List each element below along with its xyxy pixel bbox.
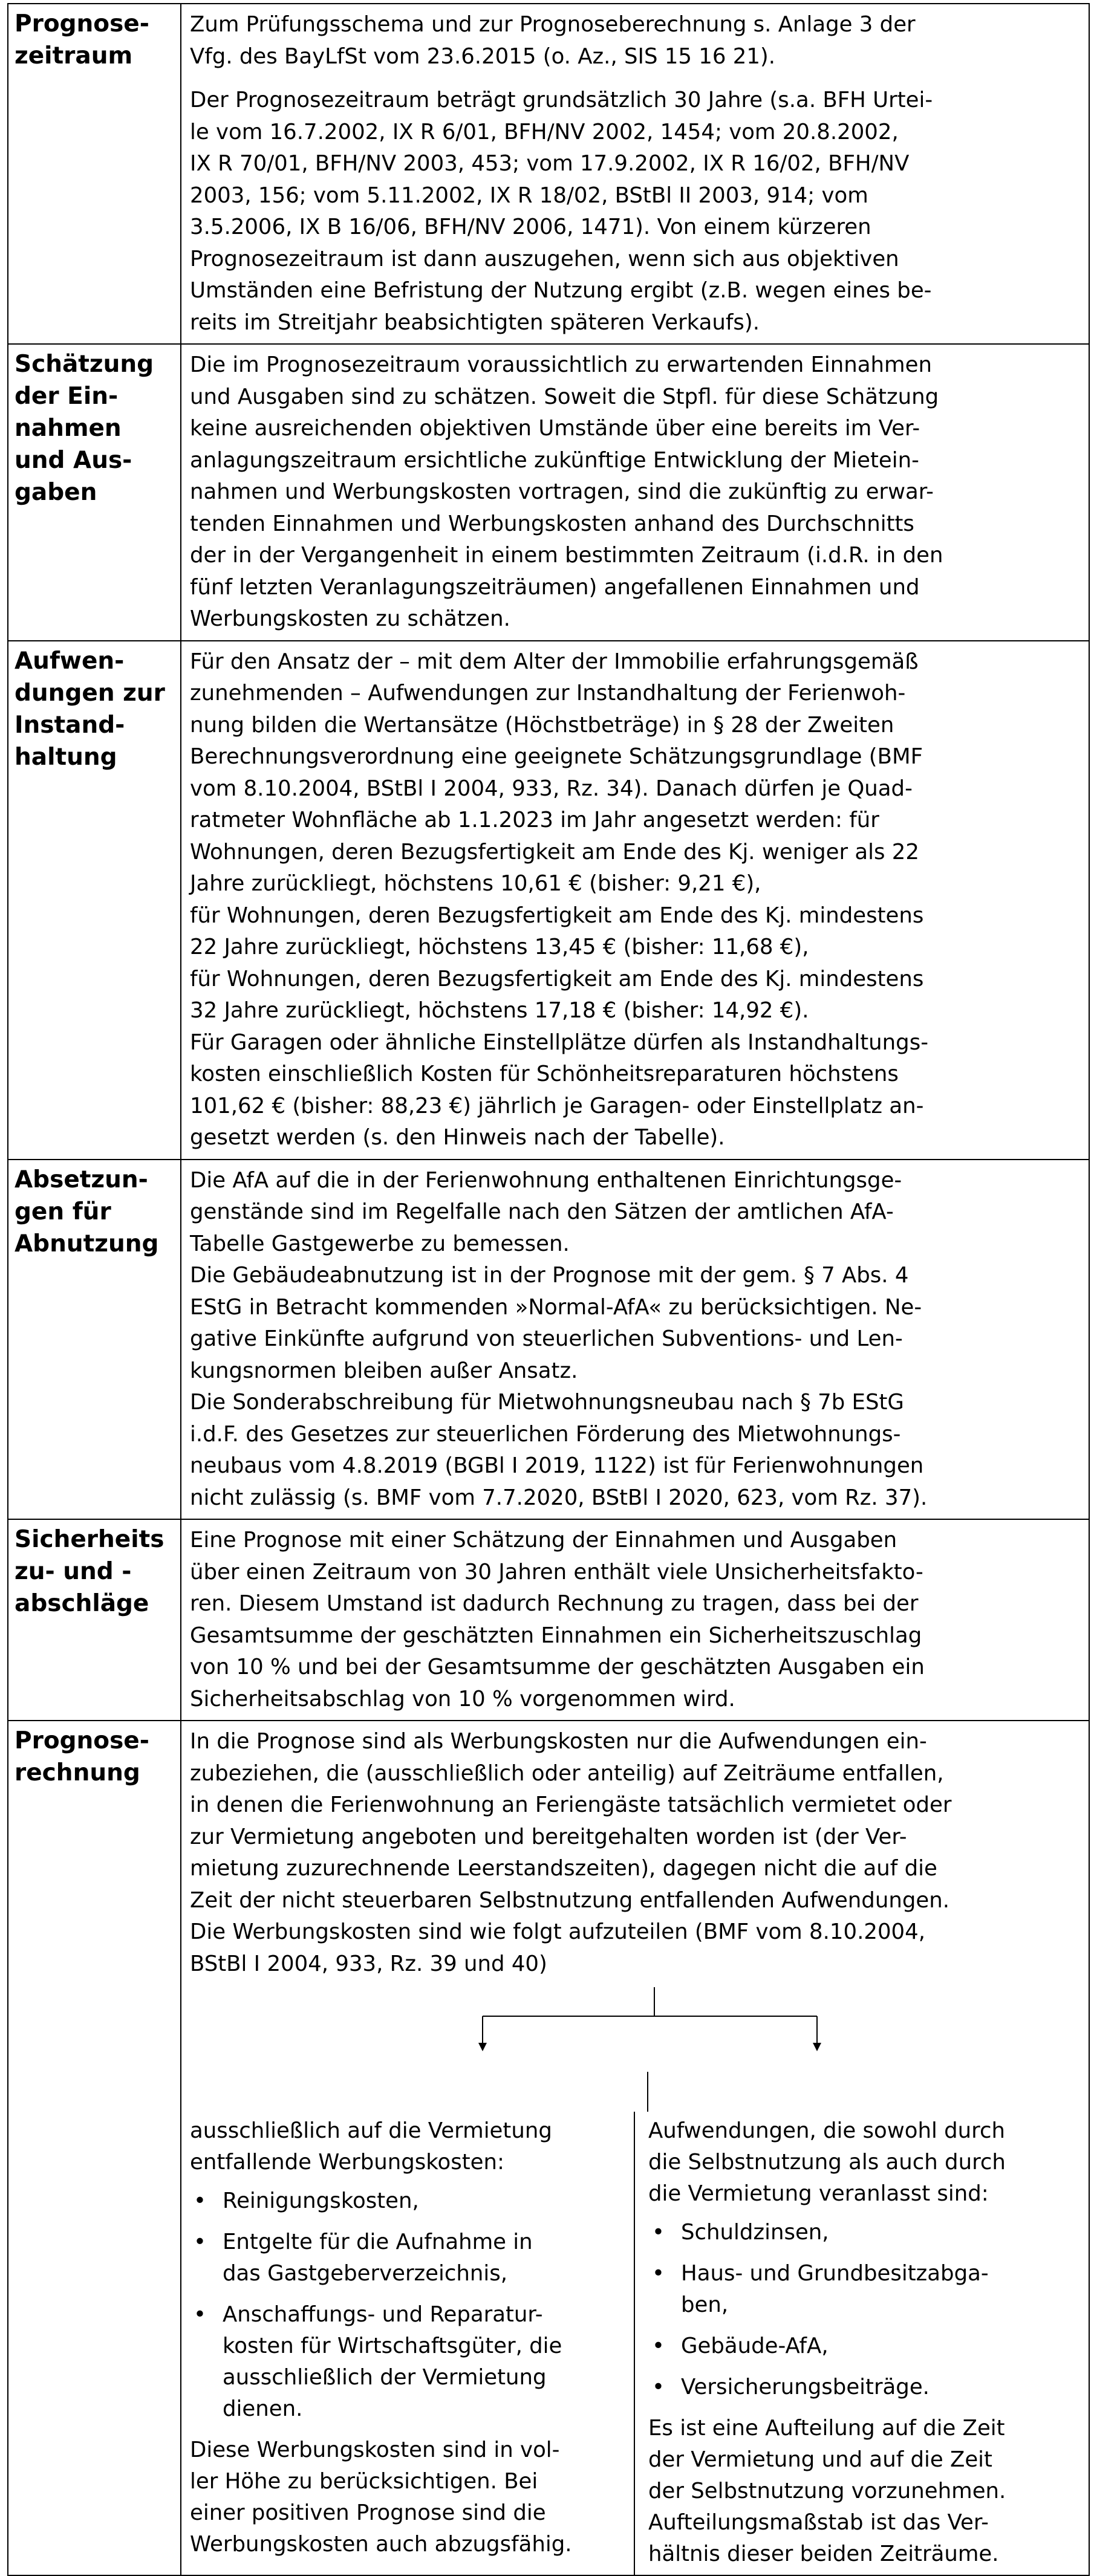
- text-line: gative Einkünfte aufgrund von steuerlichen Subventions- und Len-: [190, 1326, 903, 1351]
- row-paragraph: [190, 1165, 1080, 1514]
- text-line: Prognosezeitraum ist dann auszugehen, wenn sich aus objektiven: [190, 246, 899, 271]
- text-line: nicht zulässig (s. BMF vom 7.7.2020, BStBl I 2020, 623, vom Rz. 37).: [190, 1485, 928, 1510]
- table-row: [8, 344, 1089, 641]
- text-line: für Wohnungen, deren Bezugsfertigkeit am Ende des Kj. mindestens: [190, 966, 924, 991]
- text-line: Diese Werbungskosten sind in vol-: [190, 2438, 560, 2462]
- text-line: Der Prognosezeitraum beträgt grundsätzlich 30 Jahre (s.a. BFH Urtei-: [190, 88, 933, 112]
- text-line: Eine Prognose mit einer Schätzung der Einnahmen und Ausgaben: [190, 1528, 897, 1552]
- row-label: [8, 4, 180, 77]
- row-label-line: zu- und -: [15, 1558, 132, 1585]
- text-line: der Selbstnutzung vorzunehmen.: [648, 2479, 1006, 2503]
- text-line: fünf letzten Veranlagungszeiträumen) angefallenen Einnahmen und: [190, 574, 920, 600]
- arrow-down-right-icon: [813, 2043, 821, 2051]
- text-line: ler Höhe zu berücksichtigen. Bei: [190, 2469, 538, 2494]
- text-line: dienen.: [223, 2396, 303, 2421]
- text-line: Aufwendungen, die sowohl durch: [648, 2118, 1006, 2143]
- text-line: für Wohnungen, deren Bezugsfertigkeit am Ende des Kj. mindestens: [190, 903, 924, 928]
- text-line: ben,: [681, 2292, 729, 2317]
- left-column-closing: [190, 2435, 622, 2560]
- row-label-line: rechnung: [15, 1759, 140, 1786]
- text-line: kosten einschließlich Kosten für Schönheitsreparaturen höchstens: [190, 1062, 899, 1086]
- row-label: [8, 1721, 180, 1794]
- row-label: [8, 345, 180, 513]
- row-label-line: Prognose-: [15, 10, 149, 37]
- text-line: in denen die Ferienwohnung an Feriengäste tatsächlich vermietet oder: [190, 1792, 952, 1817]
- text-line: gesetzt werden (s. den Hinweis nach der Tabelle).: [190, 1125, 725, 1150]
- text-line: • Entgelte für die Aufnahme in: [223, 2230, 533, 2254]
- arrow-down-left-icon: [478, 2043, 487, 2051]
- text-line: ratmeter Wohnfläche ab 1.1.2023 im Jahr angesetzt werden: für: [190, 808, 879, 832]
- text-line: • Gebäude-AfA,: [681, 2334, 829, 2358]
- split-columns: [181, 2112, 1089, 2575]
- text-line: Die im Prognosezeitraum voraussichtlich zu erwartenden Einnahmen: [190, 352, 932, 377]
- table-row: [8, 1721, 1089, 2575]
- text-line: • Schuldzinsen,: [681, 2220, 829, 2245]
- list-item: [190, 2185, 622, 2217]
- row-label-line: zeitraum: [15, 42, 133, 70]
- text-line: Für Garagen oder ähnliche Einstellplätze dürfen als Instandhaltungs-: [190, 1030, 929, 1055]
- text-line: die Vermietung veranlasst sind:: [648, 2181, 989, 2206]
- text-line: Umständen eine Befristung der Nutzung ergibt (z.B. wegen eines be-: [190, 278, 932, 303]
- text-line: ren. Diesem Umstand ist dadurch Rechnung zu tragen, dass bei der: [190, 1591, 919, 1616]
- text-line: hältnis dieser beiden Zeiträume.: [648, 2542, 999, 2566]
- text-line: neubaus vom 4.8.2019 (BGBl I 2019, 1122) ist für Ferienwohnungen: [190, 1453, 924, 1478]
- row-paragraph: [190, 349, 1080, 635]
- right-column-heading: [648, 2115, 1080, 2210]
- row-label: [8, 1520, 180, 1624]
- text-line: Die Werbungskosten sind wie folgt aufzuteilen (BMF vom 8.10.2004,: [190, 1919, 925, 1944]
- left-column-heading: [190, 2115, 622, 2178]
- text-line: die Selbstnutzung als auch durch: [648, 2150, 1006, 2175]
- row-label-cell: [8, 641, 181, 1160]
- text-line: • Haus- und Grundbesitzabga-: [681, 2261, 989, 2286]
- text-line: Es ist eine Aufteilung auf die Zeit: [648, 2416, 1005, 2441]
- text-line: IX R 70/01, BFH/NV 2003, 453; vom 17.9.2002, IX R 16/02, BFH/NV: [190, 151, 910, 176]
- list-item: [648, 2372, 1080, 2403]
- right-bullet-list: [648, 2217, 1080, 2403]
- text-line: Aufteilungsmaßstab ist das Ver-: [648, 2510, 989, 2535]
- arrow-graphic: [181, 1987, 1089, 2112]
- row-label-line: gaben: [15, 479, 97, 506]
- intro-paragraph: [181, 1721, 1089, 1985]
- text-line: Zeit der nicht steuerbaren Selbstnutzung entfallenden Aufwendungen.: [190, 1887, 950, 1913]
- row-paragraph: [190, 1525, 1080, 1715]
- text-line: kungsnormen bleiben außer Ansatz.: [190, 1358, 578, 1383]
- row-paragraph: [190, 9, 1080, 73]
- row-label-line: Abnutzung: [15, 1230, 159, 1257]
- text-line: vom 8.10.2004, BStBl I 2004, 933, Rz. 34). Danach dürfen je Quad-: [190, 776, 913, 801]
- text-line: keine ausreichenden objektiven Umstände über eine bereits im Ver-: [190, 416, 920, 441]
- row-label-cell: [8, 1160, 181, 1520]
- list-item: [648, 2217, 1080, 2248]
- row-label-cell: [8, 4, 181, 344]
- row-label-line: dungen zur: [15, 679, 165, 707]
- text-line: ausschließlich der Vermietung: [223, 2365, 547, 2390]
- row-label-line: und Aus-: [15, 447, 132, 474]
- text-line: i.d.F. des Gesetzes zur steuerlichen Förderung des Mietwohnungs-: [190, 1421, 901, 1447]
- text-line: genstände sind im Regelfalle nach den Sätzen der amtlichen AfA-: [190, 1199, 894, 1224]
- text-line: Vfg. des BayLfSt vom 23.6.2015 (o. Az., SIS 15 16 21).: [190, 44, 776, 69]
- text-line: ausschließlich auf die Vermietung: [190, 2118, 552, 2143]
- text-line: Sicherheitsabschlag von 10 % vorgenommen wird.: [190, 1686, 735, 1711]
- split-arrow-diagram: [181, 1987, 1089, 2112]
- text-line: Jahre zurückliegt, höchstens 10,61 € (bisher: 9,21 €),: [190, 871, 761, 896]
- row-content-cell: [181, 1160, 1089, 1520]
- text-line: über einen Zeitraum von 30 Jahren enthält viele Unsicherheitsfakto-: [190, 1559, 923, 1585]
- row-content-cell: [181, 344, 1089, 641]
- row-label-line: haltung: [15, 743, 117, 771]
- row-label-cell: [8, 1721, 181, 2575]
- text-line: BStBl I 2004, 933, Rz. 39 und 40): [190, 1951, 547, 1976]
- row-paragraph: [190, 85, 1080, 339]
- table-row: [8, 1160, 1089, 1520]
- row-label-line: abschläge: [15, 1590, 149, 1617]
- list-item: [648, 2331, 1080, 2362]
- table-row: [8, 641, 1089, 1160]
- text-line: 2003, 156; vom 5.11.2002, IX R 18/02, BStBl II 2003, 914; vom: [190, 183, 868, 208]
- text-line: kosten für Wirtschaftsgüter, die: [223, 2334, 562, 2358]
- row-label-cell: [8, 1519, 181, 1721]
- text-line: Tabelle Gastgewerbe zu bemessen.: [190, 1231, 570, 1256]
- text-line: 22 Jahre zurückliegt, höchstens 13,45 € (bisher: 11,68 €),: [190, 935, 809, 959]
- list-item: [190, 2299, 622, 2425]
- row-label-line: gen für: [15, 1198, 111, 1225]
- text-line: mietung zuzurechnende Leerstandszeiten), dagegen nicht die auf die: [190, 1856, 937, 1881]
- row-label-line: Schätzung: [15, 351, 154, 378]
- text-line: zunehmenden – Aufwendungen zur Instandhaltung der Ferienwoh-: [190, 681, 906, 706]
- text-line: Die Gebäudeabnutzung ist in der Prognose mit der gem. § 7 Abs. 4: [190, 1263, 909, 1288]
- text-line: von 10 % und bei der Gesamtsumme der geschätzten Ausgaben ein: [190, 1655, 925, 1679]
- text-line: Gesamtsumme der geschätzten Einnahmen ein Sicherheitszuschlag: [190, 1623, 922, 1648]
- text-line: 32 Jahre zurückliegt, höchstens 17,18 € (bisher: 14,92 €).: [190, 998, 809, 1023]
- row-label: [8, 1160, 180, 1265]
- text-line: der in der Vergangenheit in einem bestimmten Zeitraum (i.d.R. in den: [190, 543, 943, 568]
- text-line: Zum Prüfungsschema und zur Prognoseberechnung s. Anlage 3 der: [190, 12, 916, 37]
- text-line: 3.5.2006, IX B 16/06, BFH/NV 2006, 1471). Von einem kürzeren: [190, 215, 871, 239]
- text-line: zur Vermietung angeboten und bereitgehalten worden ist (der Ver-: [190, 1824, 907, 1849]
- text-line: Wohnungen, deren Bezugsfertigkeit am Ende des Kj. weniger als 22: [190, 839, 919, 865]
- text-line: Für den Ansatz der – mit dem Alter der Immobilie erfahrungsgemäß: [190, 649, 919, 674]
- text-line: In die Prognose sind als Werbungskosten nur die Aufwendungen ein-: [190, 1729, 927, 1754]
- row-label-cell: [8, 344, 181, 641]
- row-label-line: Instand-: [15, 711, 125, 739]
- row-paragraph: [190, 646, 1080, 1154]
- row-content-cell: [181, 4, 1089, 344]
- row-label-line: Aufwen-: [15, 647, 125, 675]
- text-line: EStG in Betracht kommenden »Normal-AfA« zu berücksichtigen. Ne-: [190, 1294, 922, 1320]
- row-content-cell: [181, 1721, 1089, 2575]
- text-line: • Reinigungskosten,: [223, 2188, 419, 2213]
- row-content-cell: [181, 641, 1089, 1160]
- right-column-closing: [648, 2413, 1080, 2570]
- left-column: [181, 2112, 635, 2575]
- text-line: und Ausgaben sind zu schätzen. Soweit die Stpfl. für diese Schätzung: [190, 384, 939, 409]
- text-line: • Versicherungsbeiträge.: [681, 2375, 930, 2399]
- text-line: • Anschaffungs- und Reparatur-: [223, 2302, 543, 2327]
- prognosis-table: [7, 3, 1090, 2576]
- right-column: [635, 2112, 1089, 2575]
- left-bullet-list: [190, 2185, 622, 2425]
- row-label-line: der Ein-: [15, 383, 119, 410]
- text-line: Die AfA auf die in der Ferienwohnung enthaltenen Einrichtungsge-: [190, 1167, 902, 1193]
- text-line: einer positiven Prognose sind die: [190, 2500, 546, 2525]
- text-line: Werbungskosten auch abzugsfähig.: [190, 2532, 572, 2557]
- list-item: [648, 2258, 1080, 2321]
- text-line: anlagungszeitraum ersichtliche zukünftige Entwicklung der Mietein-: [190, 447, 919, 473]
- row-label: [8, 641, 180, 778]
- row-label-line: nahmen: [15, 415, 122, 442]
- table-row: [8, 4, 1089, 344]
- text-line: nung bilden die Wertansätze (Höchstbeträge) in § 28 der Zweiten: [190, 712, 894, 738]
- text-line: reits im Streitjahr beabsichtigten späteren Verkaufs).: [190, 310, 760, 335]
- row-label-line: Prognose-: [15, 1727, 149, 1754]
- text-line: 101,62 € (bisher: 88,23 €) jährlich je Garagen- oder Einstellplatz an-: [190, 1093, 924, 1118]
- list-item: [190, 2227, 622, 2289]
- text-line: tenden Einnahmen und Werbungskosten anhand des Durchschnitts: [190, 511, 914, 536]
- text-line: Die Sonderabschreibung für Mietwohnungsneubau nach § 7b EStG: [190, 1390, 904, 1415]
- text-line: das Gastgeberverzeichnis,: [223, 2261, 508, 2286]
- text-line: der Vermietung und auf die Zeit: [648, 2447, 992, 2472]
- text-line: zubeziehen, die (ausschließlich oder anteilig) auf Zeiträume entfallen,: [190, 1760, 944, 1786]
- table-row: [8, 1519, 1089, 1721]
- text-line: Werbungskosten zu schätzen.: [190, 606, 510, 631]
- row-label-line: Absetzun-: [15, 1166, 148, 1193]
- text-line: nahmen und Werbungskosten vortragen, sind die zukünftig zu erwar-: [190, 479, 934, 504]
- text-line: Berechnungsverordnung eine geeignete Schätzungsgrundlage (BMF: [190, 744, 923, 769]
- text-line: entfallende Werbungskosten:: [190, 2150, 504, 2175]
- row-content-cell: [181, 1519, 1089, 1721]
- row-label-line: Sicherheits: [15, 1526, 164, 1553]
- text-line: le vom 16.7.2002, IX R 6/01, BFH/NV 2002, 1454; vom 20.8.2002,: [190, 119, 899, 144]
